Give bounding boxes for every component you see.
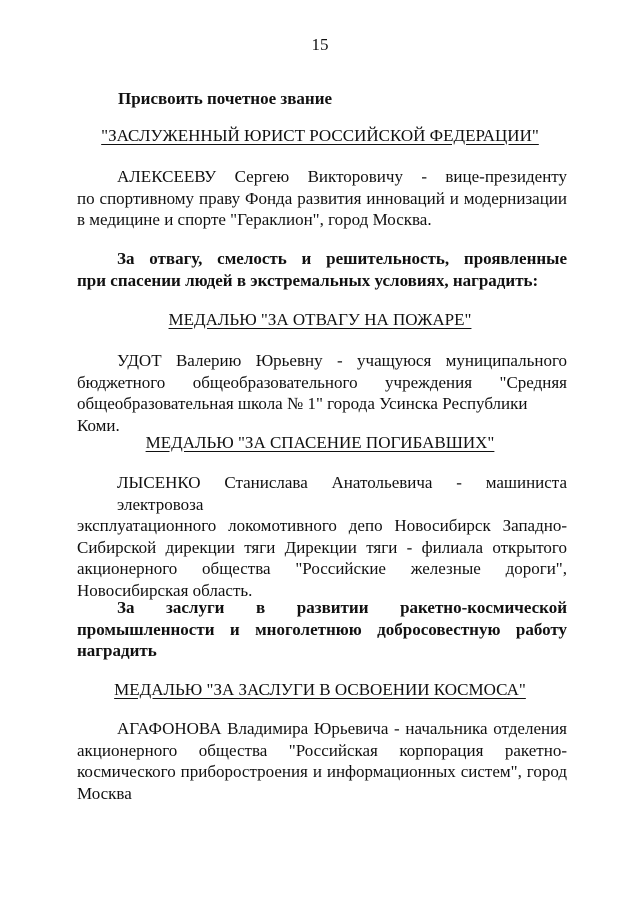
award-title-space-exploration-medal: МЕДАЛЬЮ "ЗА ЗАСЛУГИ В ОСВОЕНИИ КОСМОСА": [114, 680, 526, 699]
award-title-fire-bravery-medal: МЕДАЛЬЮ "ЗА ОТВАГУ НА ПОЖАРЕ": [168, 310, 472, 329]
award-title-honored-lawyer: "ЗАСЛУЖЕННЫЙ ЮРИСТ РОССИЙСКОЙ ФЕДЕРАЦИИ": [101, 126, 539, 145]
recipient-line: акционерного общества "Российские железные дороги",: [77, 559, 567, 578]
award-recipient-alekseev: [77, 166, 567, 231]
recipient-line: ЛЫСЕНКО Станислава Анатольевича - машиниста электровоза: [117, 473, 567, 514]
section-intro-line: наградить: [77, 641, 157, 660]
page-number: 15: [311, 35, 329, 54]
recipient-line: в медицине и спорте "Гераклион", город Москва.: [77, 210, 432, 229]
award-recipient-agafonov: [77, 718, 567, 804]
recipient-line: Москва: [77, 783, 132, 803]
section-intro-space-industry: [77, 597, 567, 662]
recipient-line: УДОТ Валерию Юрьевну - учащуюся муниципального: [117, 351, 567, 370]
recipient-line: Новосибирская область.: [77, 580, 253, 600]
recipient-line: общеобразовательная школа № 1" города Усинска Республики Коми.: [77, 394, 528, 435]
recipient-line: Сибирской дирекции тяги Дирекции тяги - филиала открытого: [77, 537, 567, 557]
section-intro-line: За заслуги в развитии ракетно-космической: [117, 598, 567, 617]
recipient-line: АГАФОНОВА Владимира Юрьевича - начальника отделения: [117, 719, 567, 738]
recipient-line: космического приборостроения и информационных систем", город: [77, 762, 567, 781]
section-intro-line: при спасении людей в экстремальных условиях, наградить:: [77, 270, 539, 290]
award-recipient-lysenko: [77, 472, 567, 601]
section-intro-line: За отвагу, смелость и решительность, проявленные: [117, 249, 567, 268]
section-intro-line: промышленности и многолетнюю добросовестную работу: [77, 619, 567, 639]
recipient-line: АЛЕКСЕЕВУ Сергею Викторовичу - вице-президенту: [117, 167, 567, 186]
recipient-line: по спортивному праву Фонда развития инноваций и модернизации: [77, 188, 567, 208]
section-intro-honorary-title: Присвоить почетное звание: [118, 89, 333, 108]
section-intro-bravery: [77, 248, 567, 291]
award-title-rescue-medal: МЕДАЛЬЮ "ЗА СПАСЕНИЕ ПОГИБАВШИХ": [145, 433, 495, 452]
award-recipient-udot: [77, 350, 567, 436]
recipient-line: акционерного общества "Российская корпорация ракетно-: [77, 740, 567, 760]
recipient-line: бюджетного общеобразовательного учреждения "Средняя: [77, 372, 567, 392]
recipient-line: эксплуатационного локомотивного депо Новосибирск Западно-: [77, 516, 567, 535]
